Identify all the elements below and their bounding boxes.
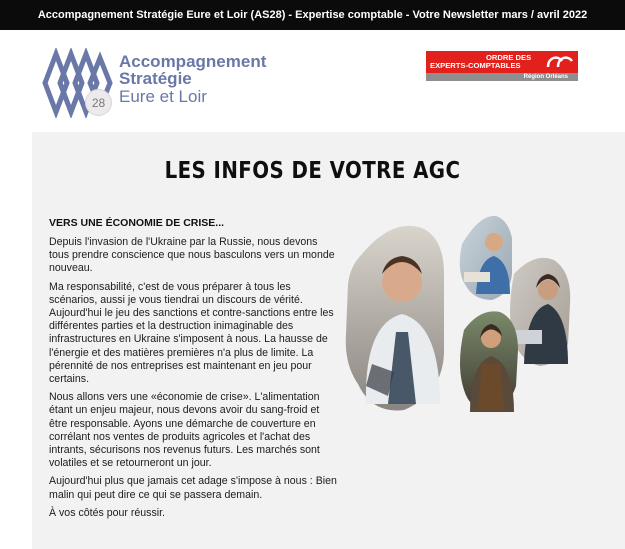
photo-chef [460, 311, 518, 412]
oec-line-1: ORDRE DES [486, 53, 532, 62]
article-paragraph-5: À vos côtés pour réussir. [49, 506, 165, 519]
photo-meeting [460, 216, 512, 300]
oec-region: Région Orléans [426, 73, 578, 81]
article-paragraph-2: Ma responsabilité, c'est de vous préparer à tous les scénarios, aussi je vous tiendrai un discours de vérité. Aujourd'hui le jeu des sanctions et contre-sanctions entre les différentes parties et la destruction inimaginable des infrastructures en Ukraine s'imposent à nous. La hausse de l'énergie et des matières premières n'a plus de limite. La pérennité de nos entreprises est maintenant en jeu pour certains. [49, 280, 334, 386]
newsletter-topbar [0, 0, 625, 30]
section-title: LES INFOS DE VOTRE AGC [164, 158, 461, 184]
article-paragraph-3: Nous allons vers une «économie de crise». L'alimentation étant un enjeu majeur, nous devons avoir du sang-froid et être responsable. Ayons une démarche de couverture en corrélant nos ventes de produits agricoles et l'achat des intrants, sécurisons nos revenus futurs. Les marchés sont volatiles et se retourneront un jour. [49, 391, 320, 470]
oec-emblem-icon [544, 53, 574, 71]
logo-line-3: Eure et Loir [119, 87, 207, 106]
logo-badge: 28 [85, 89, 112, 116]
topbar-text: Accompagnement Stratégie Eure et Loir (AS28) - Expertise comptable - Votre Newsletter mars / avril 2022 [37, 9, 588, 21]
experts-comptables-logo[interactable] [426, 51, 578, 81]
article [49, 217, 339, 525]
content-section [32, 132, 625, 549]
newsletter-header [0, 30, 625, 132]
logo-line-2: Stratégie [119, 69, 192, 88]
logo-line-1: Accompagnement [119, 52, 267, 71]
article-title: VERS UNE ÉCONOMIE DE CRISE... [49, 217, 225, 229]
photo-mosaic [344, 214, 574, 416]
photo-woman-laptop [510, 258, 570, 366]
oec-line-2: EXPERTS-COMPTABLES [430, 61, 521, 70]
article-paragraph-1: Depuis l'invasion de l'Ukraine par la Russie, nous devons tous prendre conscience que nous basculons vers un monde nouveau. [49, 236, 335, 275]
article-paragraph-4: Aujourd'hui plus que jamais cet adage s'impose à nous : Bien malin qui peut dire ce qui se passera demain. [49, 475, 337, 501]
logo-wordmark[interactable] [119, 53, 266, 107]
photo-businessman [346, 226, 444, 411]
